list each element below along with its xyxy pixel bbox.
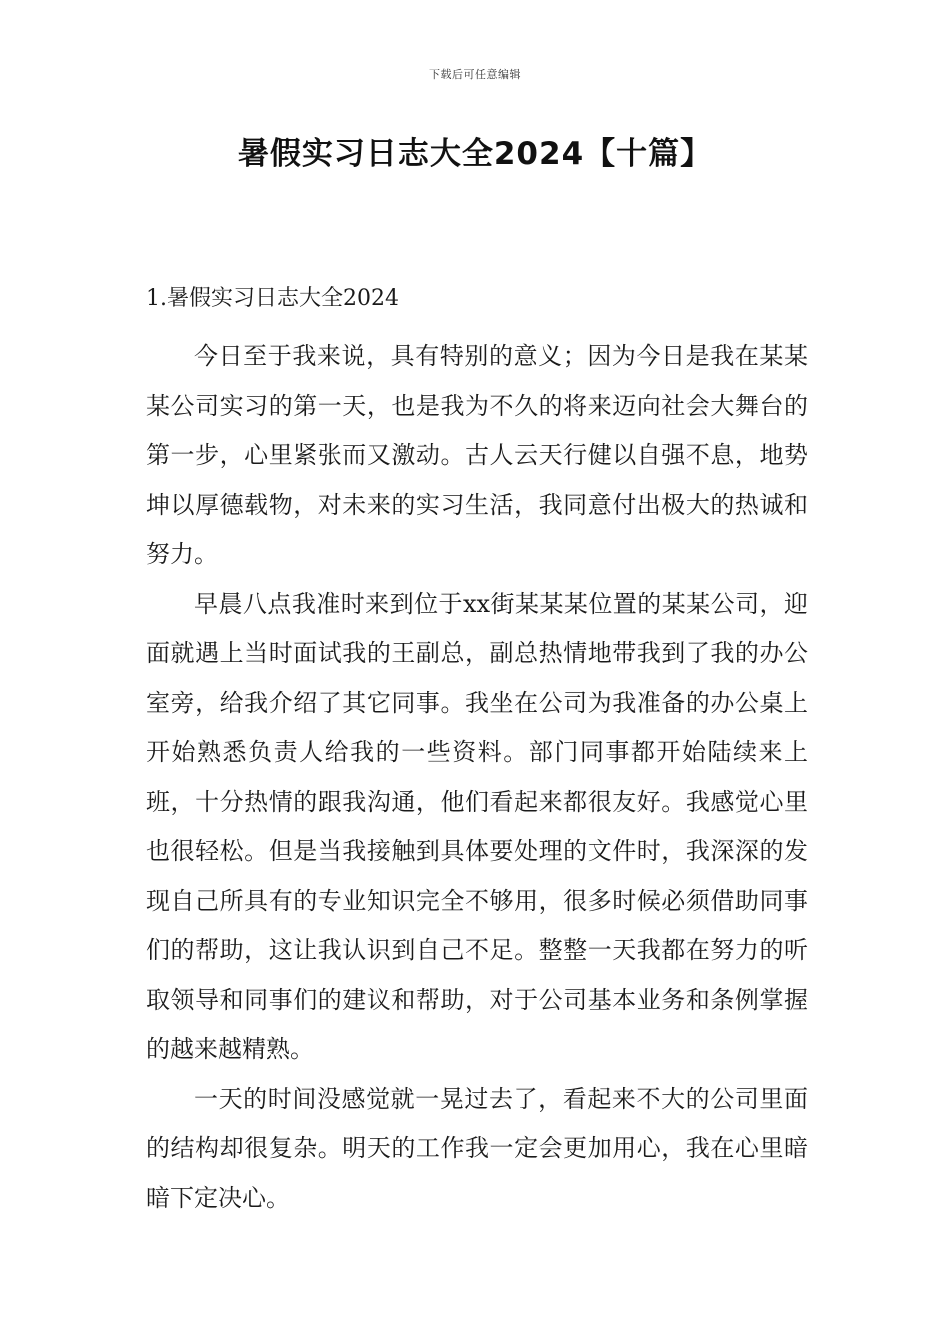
document-title: 暑假实习日志大全2024【十篇】 — [237, 136, 713, 172]
document-body — [146, 282, 808, 1223]
header-note: 下载后可任意编辑 — [429, 68, 521, 81]
paragraph: 一天的时间没感觉就一晃过去了，看起来不大的公司里面的结构却很复杂。明天的工作我一定会更加用心，我在心里暗暗下定决心。 — [146, 1084, 808, 1212]
paragraph: 今日至于我来说，具有特别的意义；因为今日是我在某某某公司实习的第一天，也是我为不久的将来迈向社会大舞台的第一步，心里紧张而又激动。古人云天行健以自强不息，地势坤以厚德载物，对未来的实习生活，我同意付出极大的热诚和努力。 — [146, 342, 808, 568]
paragraph: 早晨八点我准时来到位于xx街某某某位置的某某公司，迎面就遇上当时面试我的王副总，副总热情地带我到了我的办公室旁，给我介绍了其它同事。我坐在公司为我准备的办公桌上开始熟悉负责人给我的一些资料。部门同事都开始陆续来上班，十分热情的跟我沟通，他们看起来都很友好。我感觉心里也很轻松。但是当我接触到具体要处理的文件时，我深深的发现自己所具有的专业知识完全不够用，很多时候必须借助同事们的帮助，这让我认识到自己不足。整整一天我都在努力的听取领导和同事们的建议和帮助，对于公司基本业务和条例掌握的越来越精熟。 — [146, 589, 808, 1063]
section-heading: 1.暑假实习日志大全2024 — [146, 286, 399, 311]
